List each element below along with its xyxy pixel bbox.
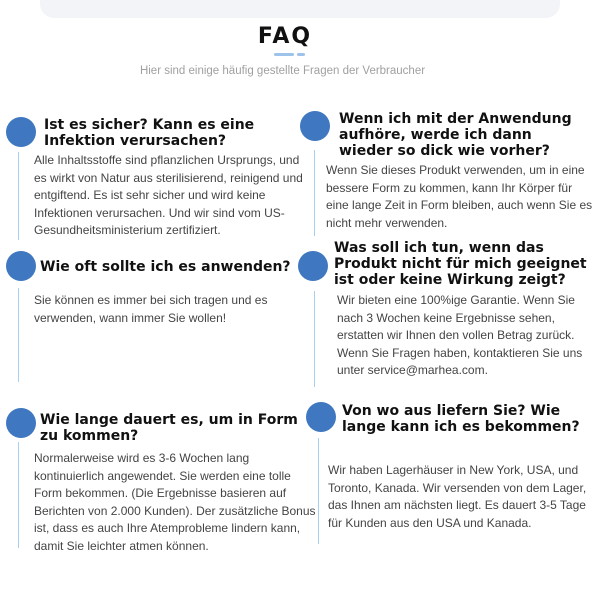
faq-answer: Normalerweise wird es 3-6 Wochen lang kontinuierlich angewendet. Sie werden eine tolle Form bekommen. (Die Ergebnisse basieren auf Berichten von 2.000 Kunden). Der zusätzliche Bonus ist, dass es auch Ihre Atemprobleme lindern kann, damit Sie leichter atmen können.: [34, 451, 316, 553]
divider-line: [314, 150, 315, 236]
top-decorative-band: [40, 0, 560, 18]
faq-answer: Sie können es immer bei sich tragen und es verwenden, wann immer Sie wollen!: [34, 293, 268, 325]
bullet-dot-icon: [6, 408, 36, 438]
divider-line: [18, 152, 19, 240]
faq-answer: Alle Inhaltsstoffe sind pflanzlichen Ursprungs, und es wirkt von Natur aus sterilisierend, reinigend und entgiftend. Es ist sehr sicher und wird keine Infektionen verursachen. Und wir sind vom US-Gesundheitsministerium zertifiziert.: [34, 153, 303, 237]
bullet-dot-icon: [298, 251, 328, 281]
faq-question: Wie lange dauert es, um in Form zu kommen?: [40, 412, 298, 444]
faq-answer: Wir bieten eine 100%ige Garantie. Wenn Sie nach 3 Wochen keine Ergebnisse sehen, erstatten wir Ihnen den vollen Betrag zurück. Wenn Sie Fragen haben, kontaktieren Sie uns unter service@marhea.com.: [337, 293, 583, 377]
faq-answer: Wenn Sie dieses Produkt verwenden, um in eine bessere Form zu kommen, kann Ihr Körper für eine lange Zeit in Form bleiben, auch wenn Sie es nicht mehr verwenden.: [326, 163, 593, 230]
bullet-dot-icon: [6, 251, 36, 281]
divider-line: [318, 438, 319, 544]
faq-answer: Wir haben Lagerhäuser in New York, USA, und Toronto, Kanada. Wir versenden von dem Lager, das Ihnen am nächsten liegt. Es dauert 3-5 Tage für Kunden aus den USA und Kanada.: [328, 463, 587, 530]
divider-line: [18, 442, 19, 548]
bullet-dot-icon: [6, 117, 36, 147]
divider-line: [314, 291, 315, 387]
bullet-dot-icon: [306, 402, 336, 432]
faq-question: Von wo aus liefern Sie? Wie lange kann ich es bekommen?: [342, 403, 580, 435]
faq-question: Ist es sicher? Kann es eine Infektion verursachen?: [44, 117, 255, 149]
divider-line: [18, 288, 19, 382]
page-title: FAQ: [257, 24, 313, 49]
faq-question: Wie oft sollte ich es anwenden?: [40, 259, 291, 275]
page-subtitle: Hier sind einige häufig gestellte Fragen der Verbraucher: [139, 65, 426, 77]
faq-question: Was soll ich tun, wenn das Produkt nicht für mich geeignet ist oder keine Wirkung zeigt?: [334, 240, 587, 288]
bullet-dot-icon: [300, 111, 330, 141]
faq-question: Wenn ich mit der Anwendung aufhöre, werde ich dann wieder so dick wie vorher?: [339, 111, 572, 159]
title-underline: [274, 53, 305, 57]
